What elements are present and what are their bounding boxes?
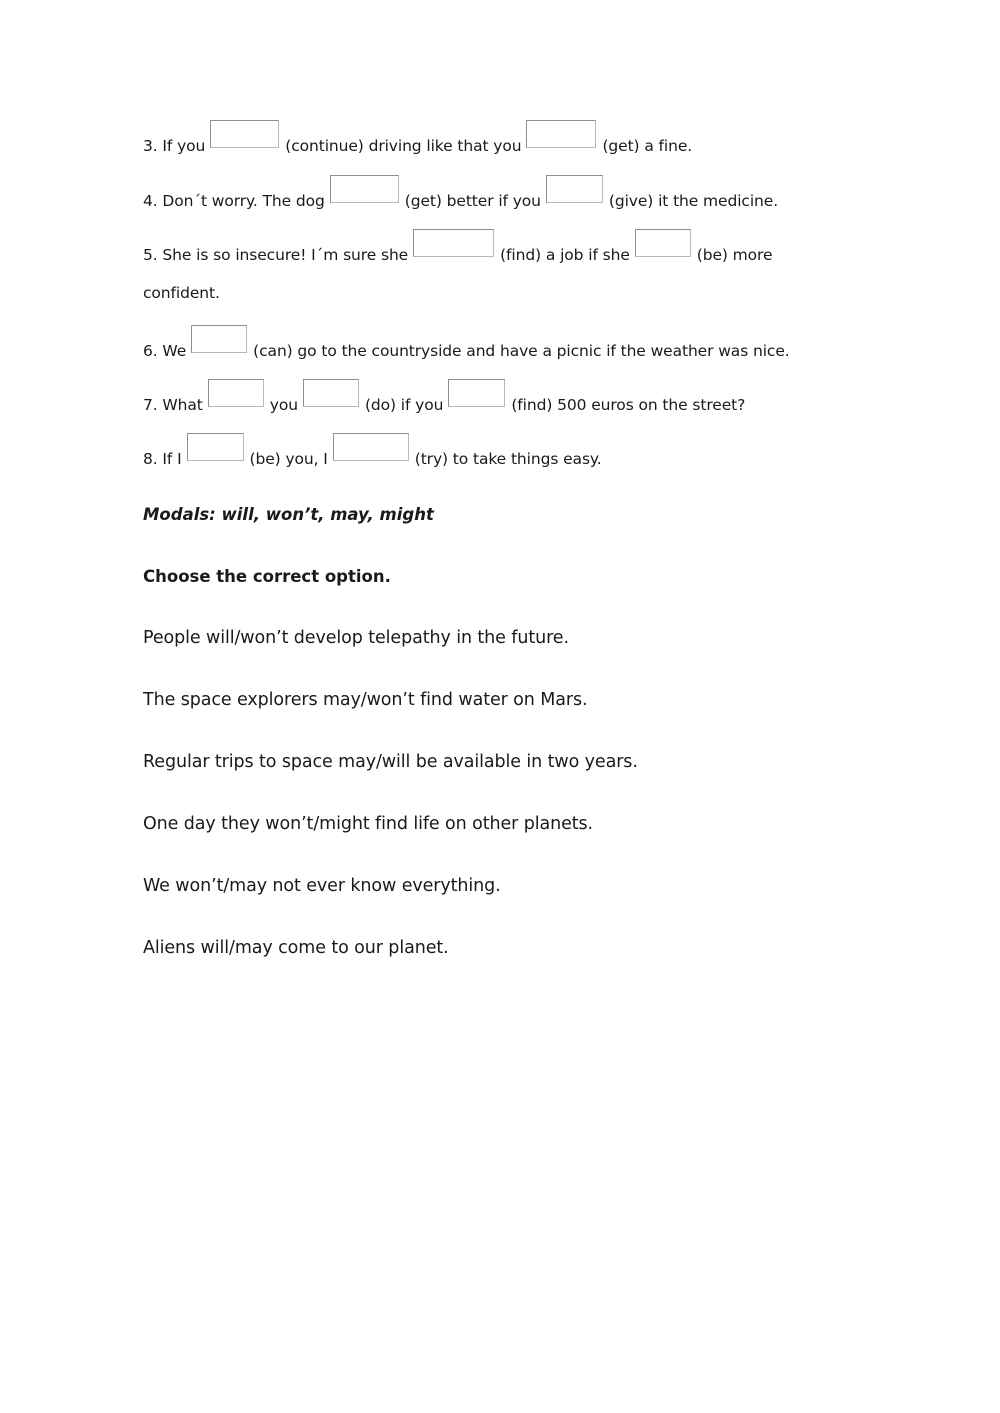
answer-blank[interactable] bbox=[333, 433, 409, 461]
exercise-item-7 bbox=[143, 387, 745, 415]
exercise-item-3 bbox=[143, 128, 692, 156]
answer-blank[interactable] bbox=[635, 229, 691, 257]
item-text: 5. She is so insecure! I´m sure she bbox=[143, 246, 409, 264]
item-text: (try) to take things easy. bbox=[414, 450, 602, 468]
choice-sentence-4: One day they won’t/might find life on other planets. bbox=[143, 814, 593, 834]
choice-sentence-5: We won’t/may not ever know everything. bbox=[143, 876, 501, 896]
section-instruction: Choose the correct option. bbox=[143, 567, 391, 586]
exercise-item-4 bbox=[143, 183, 778, 211]
item-text: you bbox=[269, 396, 298, 414]
answer-blank[interactable] bbox=[208, 379, 264, 407]
item-text: (continue) driving like that you bbox=[285, 137, 522, 155]
item-text: (get) a fine. bbox=[602, 137, 693, 155]
choice-sentence-3: Regular trips to space may/will be available in two years. bbox=[143, 752, 638, 772]
answer-blank[interactable] bbox=[546, 175, 603, 203]
item-text: confident. bbox=[143, 284, 220, 302]
item-text: (get) better if you bbox=[404, 192, 541, 210]
item-text: 7. What bbox=[143, 396, 203, 414]
item-text: 3. If you bbox=[143, 137, 206, 155]
choice-sentence-2: The space explorers may/won’t find water on Mars. bbox=[143, 690, 588, 710]
exercise-item-6 bbox=[143, 333, 790, 361]
answer-blank[interactable] bbox=[191, 325, 247, 353]
answer-blank[interactable] bbox=[210, 120, 279, 148]
item-text: (find) 500 euros on the street? bbox=[511, 396, 746, 414]
choice-sentence-6: Aliens will/may come to our planet. bbox=[143, 938, 449, 958]
answer-blank[interactable] bbox=[448, 379, 505, 407]
item-text: 6. We bbox=[143, 342, 187, 360]
answer-blank[interactable] bbox=[330, 175, 399, 203]
choice-sentence-1: People will/won’t develop telepathy in the future. bbox=[143, 628, 569, 648]
item-text: (be) you, I bbox=[249, 450, 328, 468]
exercise-item-5 bbox=[143, 237, 772, 265]
item-text: (be) more bbox=[696, 246, 773, 264]
exercise-item-5-continuation bbox=[143, 283, 220, 303]
exercise-item-8 bbox=[143, 441, 602, 469]
item-text: (find) a job if she bbox=[500, 246, 630, 264]
section-title: Modals: will, won’t, may, might bbox=[143, 505, 434, 524]
item-text: (do) if you bbox=[364, 396, 444, 414]
item-text: (give) it the medicine. bbox=[608, 192, 779, 210]
answer-blank[interactable] bbox=[187, 433, 244, 461]
item-text: 4. Don´t worry. The dog bbox=[143, 192, 325, 210]
answer-blank[interactable] bbox=[526, 120, 596, 148]
answer-blank[interactable] bbox=[413, 229, 494, 257]
answer-blank[interactable] bbox=[303, 379, 359, 407]
item-text: (can) go to the countryside and have a picnic if the weather was nice. bbox=[253, 342, 790, 360]
item-text: 8. If I bbox=[143, 450, 182, 468]
